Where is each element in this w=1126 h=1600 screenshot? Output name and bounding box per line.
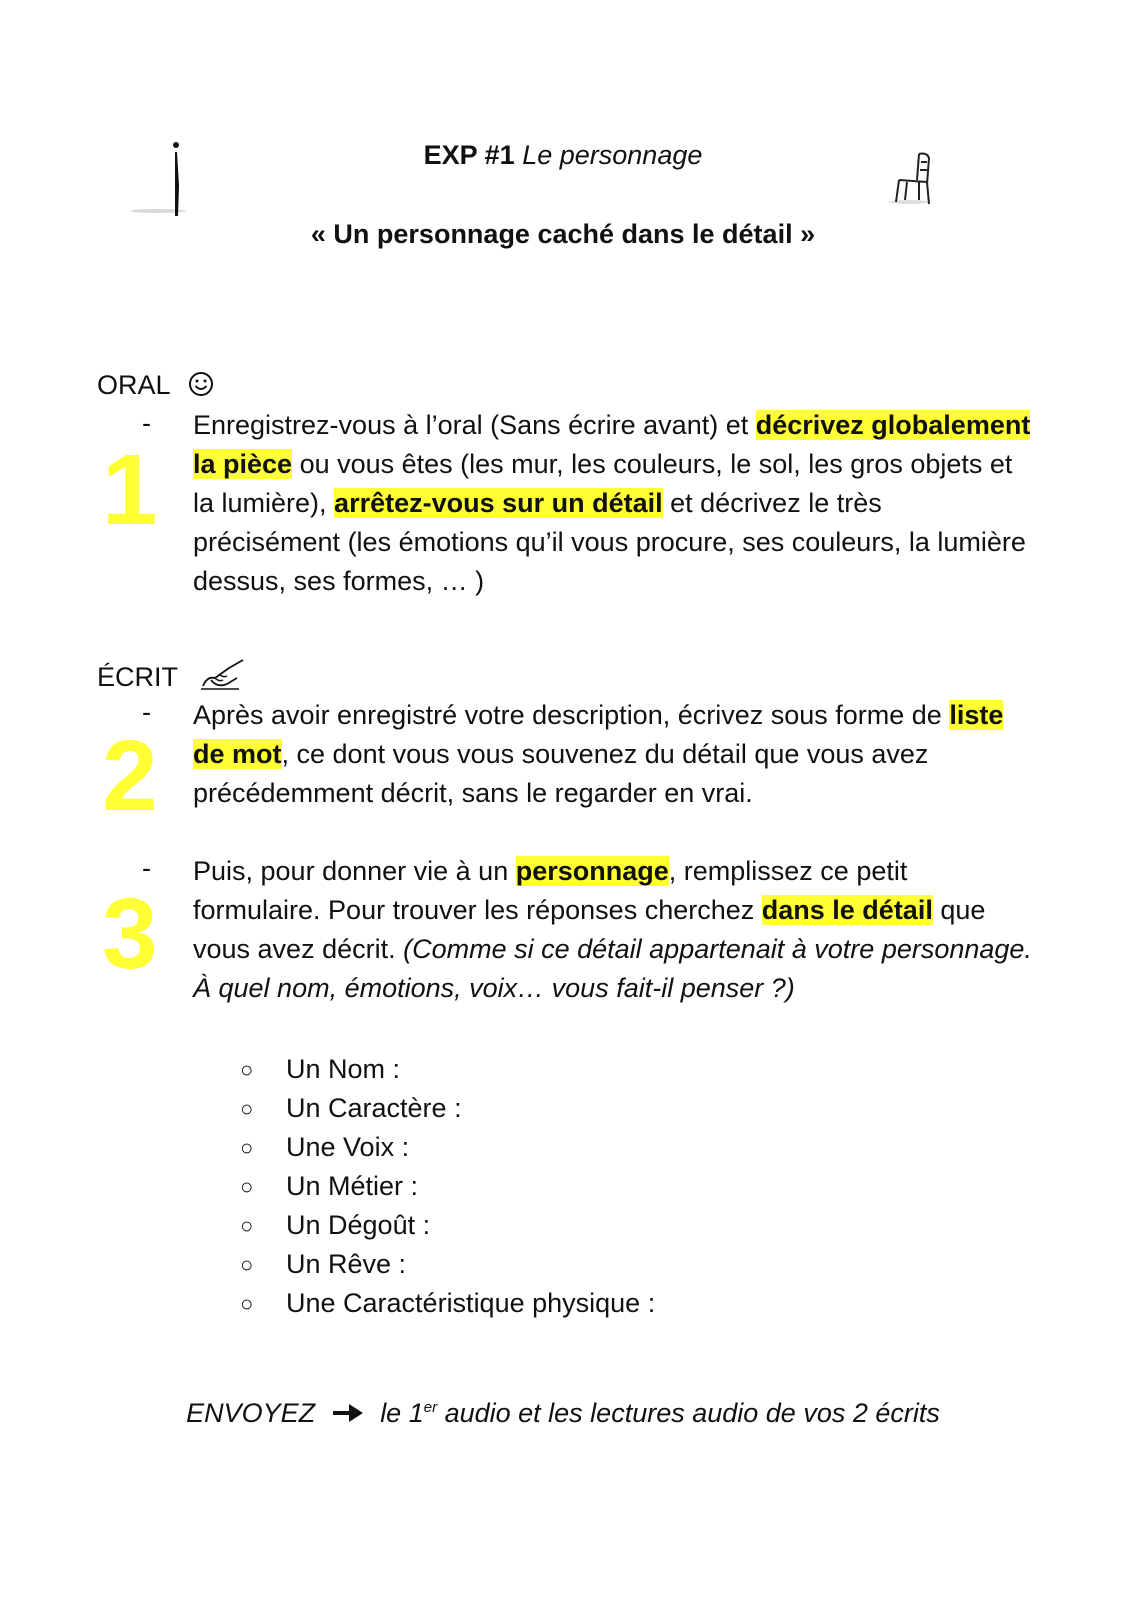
step-number-2: 2 bbox=[102, 720, 158, 832]
ecrit3-text-1: Puis, pour donner vie à un bbox=[193, 856, 516, 886]
character-form-list bbox=[240, 1050, 655, 1323]
bullet-icon: ○ bbox=[240, 1291, 254, 1316]
step-number-3: 3 bbox=[102, 878, 158, 990]
bullet-icon: ○ bbox=[240, 1096, 254, 1121]
smiley-icon bbox=[187, 370, 215, 398]
bullet-icon: ○ bbox=[240, 1057, 254, 1082]
oral-text-2: ou vous êtes (les mur, les couleurs, le sol, les gros objets et la lumière), bbox=[193, 449, 1013, 518]
footer-text-2: audio et les lectures audio de vos 2 écrits bbox=[437, 1398, 940, 1428]
ecrit2-text-2: , ce dont vous vous souvenez du détail que vous avez précédemment décrit, sans le regarder en vrai. bbox=[193, 739, 929, 808]
ecrit2-text-1: Après avoir enregistré votre description, écrivez sous forme de bbox=[193, 700, 950, 730]
ecrit-instructions-2 bbox=[193, 696, 1033, 813]
highlight-decrivez: décrivez globalement la pièce bbox=[193, 410, 1031, 479]
ecrit3-italic-note: (Comme si ce détail appartenait à votre personnage. À quel nom, émotions, voix… vous fait-il penser ?) bbox=[193, 934, 1032, 1003]
list-dash: - bbox=[142, 408, 151, 438]
list-item bbox=[240, 1089, 655, 1128]
list-item bbox=[240, 1128, 655, 1167]
bullet-icon: ○ bbox=[240, 1174, 254, 1199]
form-item-label: Une Caractéristique physique : bbox=[286, 1288, 656, 1318]
list-item bbox=[240, 1206, 655, 1245]
section-ecrit-label bbox=[97, 658, 247, 693]
list-item bbox=[240, 1050, 655, 1089]
highlight-liste-de-mot: liste de mot bbox=[193, 700, 1004, 769]
form-item-label: Un Dégoût : bbox=[286, 1210, 431, 1240]
step-number-1: 1 bbox=[102, 434, 158, 546]
highlight-personnage: personnage bbox=[515, 856, 669, 886]
page-subtitle: « Un personnage caché dans le détail » bbox=[310, 219, 816, 249]
ecrit3-text-2: , remplissez ce petit formulaire. Pour trouver les réponses cherchez bbox=[193, 856, 908, 925]
bullet-icon: ○ bbox=[240, 1252, 254, 1277]
list-item bbox=[240, 1167, 655, 1206]
form-item-label: Un Métier : bbox=[286, 1171, 419, 1201]
writing-hand-icon bbox=[199, 658, 247, 692]
oral-text-1: Enregistrez-vous à l’oral (Sans écrire avant) et bbox=[193, 410, 756, 440]
bullet-icon: ○ bbox=[240, 1135, 254, 1160]
list-dash: - bbox=[142, 853, 151, 883]
ecrit3-text-3: que vous avez décrit. bbox=[193, 895, 986, 964]
list-item bbox=[240, 1284, 655, 1323]
footer-text-1: le 1 bbox=[380, 1398, 424, 1428]
list-item bbox=[240, 1245, 655, 1284]
oral-instructions bbox=[193, 406, 1033, 601]
page-title bbox=[0, 140, 1126, 171]
list-dash: - bbox=[142, 697, 151, 727]
title-subject: Le personnage bbox=[522, 140, 703, 170]
bullet-icon: ○ bbox=[240, 1213, 254, 1238]
ecrit-label-text: ÉCRIT bbox=[97, 662, 178, 692]
form-item-label: Une Voix : bbox=[286, 1132, 410, 1162]
footer-instruction bbox=[0, 1398, 1126, 1429]
form-item-label: Un Nom : bbox=[286, 1054, 401, 1084]
form-item-label: Un Rêve : bbox=[286, 1249, 407, 1279]
section-oral-label bbox=[97, 370, 215, 401]
footer-superscript: er bbox=[423, 1399, 438, 1416]
form-item-label: Un Caractère : bbox=[286, 1093, 462, 1123]
highlight-arretez: arrêtez-vous sur un détail bbox=[334, 488, 663, 518]
right-arrow-icon bbox=[331, 1402, 365, 1424]
oral-text-3: et décrivez le très précisément (les émotions qu’il vous procure, ses couleurs, la lumière dessus, ses formes, … ) bbox=[193, 488, 1026, 596]
oral-label-text: ORAL bbox=[97, 370, 170, 400]
footer-envoyez: ENVOYEZ bbox=[186, 1398, 316, 1428]
highlight-dans-le-detail: dans le détail bbox=[761, 895, 933, 925]
title-code: EXP #1 bbox=[423, 140, 515, 170]
ecrit-instructions-3 bbox=[193, 852, 1033, 1008]
